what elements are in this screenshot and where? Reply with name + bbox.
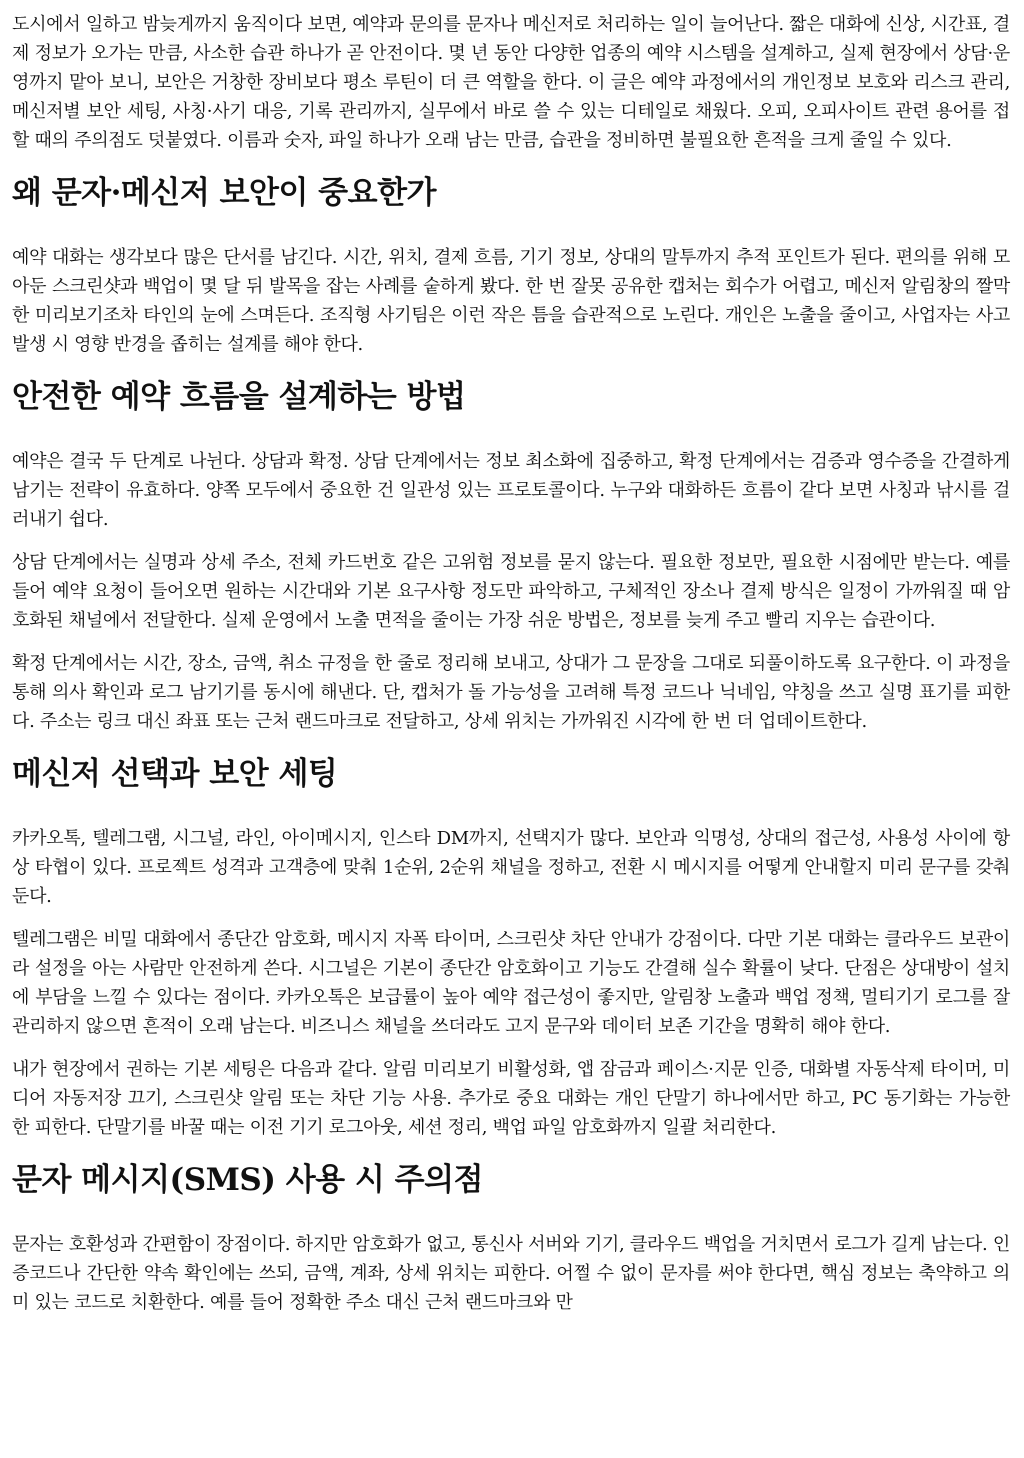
body-paragraph: 카카오톡, 텔레그램, 시그널, 라인, 아이메시지, 인스타 DM까지, 선택지가 많다. 보안과 익명성, 상대의 접근성, 사용성 사이에 항상 타협이 있다. 프로젝트 성격과 고객층에 맞춰 1순위, 2순위 채널을 정하고, 전환 시 메시지를 어떻게 안내할지 미리 문구를 갖춰 둔다. [12,828,1010,907]
body-paragraph: 내가 현장에서 권하는 기본 세팅은 다음과 같다. 알림 미리보기 비활성화, 앱 잠금과 페이스·지문 인증, 대화별 자동삭제 타이머, 미디어 자동저장 끄기, 스크린샷 알림 또는 차단 기능 사용. 추가로 중요 대화는 개인 단말기 하나에서만 하고, PC 동기화는 가능한 한 피한다. 단말기를 바꿀 때는 이전 기기 로그아웃, 세션 정리, 백업 파일 암호화까지 일괄 처리한다. [12,1059,1010,1138]
body-paragraph: 확정 단계에서는 시간, 장소, 금액, 취소 규정을 한 줄로 정리해 보내고, 상대가 그 문장을 그대로 되풀이하도록 요구한다. 이 과정을 통해 의사 확인과 로그 남기기를 동시에 해낸다. 단, 캡처가 돌 가능성을 고려해 특정 코드나 닉네임, 약칭을 쓰고 실명 표기를 피한다. 주소는 링크 대신 좌표 또는 근처 랜드마크로 전달하고, 상세 위치는 가까워진 시각에 한 번 더 업데이트한다. [12,653,1010,732]
body-paragraph: 텔레그램은 비밀 대화에서 종단간 암호화, 메시지 자폭 타이머, 스크린샷 차단 안내가 강점이다. 다만 기본 대화는 클라우드 보관이라 설정을 아는 사람만 안전하게 쓴다. 시그널은 기본이 종단간 암호화이고 기능도 간결해 실수 확률이 낮다. 단점은 상대방이 설치에 부담을 느낄 수 있다는 점이다. 카카오톡은 보급률이 높아 예약 접근성이 좋지만, 알림창 노출과 백업 정책, 멀티기기 로그를 잘 관리하지 않으면 흔적이 오래 남는다. 비즈니스 채널을 쓰더라도 고지 문구와 데이터 보존 기간을 명확히 해야 한다. [12,929,1010,1037]
body-paragraph: 예약은 결국 두 단계로 나뉜다. 상담과 확정. 상담 단계에서는 정보 최소화에 집중하고, 확정 단계에서는 검증과 영수증을 간결하게 남기는 전략이 유효하다. 양쪽 모두에서 중요한 건 일관성 있는 프로토콜이다. 누구와 대화하든 흐름이 같다 보면 사칭과 낚시를 걸러내기 쉽다. [12,451,1010,530]
section-messenger-settings [12,754,1010,1142]
section-why-security [12,173,1010,359]
section-heading: 메신저 선택과 보안 세팅 [12,756,338,792]
section-heading: 안전한 예약 흐름을 설계하는 방법 [12,379,466,415]
section-heading: 왜 문자·메신저 보안이 중요한가 [12,175,436,211]
body-paragraph: 문자는 호환성과 간편함이 장점이다. 하지만 암호화가 없고, 통신사 서버와 기기, 클라우드 백업을 거치면서 로그가 길게 남는다. 인증코드나 간단한 약속 확인에는 쓰되, 금액, 계좌, 상세 위치는 피한다. 어쩔 수 없이 문자를 써야 한다면, 핵심 정보는 축약하고 의미 있는 코드로 치환한다. 예를 들어 정확한 주소 대신 근처 랜드마크와 만 [12,1234,1010,1313]
section-heading: 문자 메시지(SMS) 사용 시 주의점 [12,1162,483,1198]
section-safe-booking-flow [12,377,1010,736]
intro-paragraph: 도시에서 일하고 밤늦게까지 움직이다 보면, 예약과 문의를 문자나 메신저로 처리하는 일이 늘어난다. 짧은 대화에 신상, 시간표, 결제 정보가 오가는 만큼, 사소한 습관 하나가 곧 안전이다. 몇 년 동안 다양한 업종의 예약 시스템을 설계하고, 실제 현장에서 상담·운영까지 맡아 보니, 보안은 거창한 장비보다 평소 루틴이 더 큰 역할을 한다. 이 글은 예약 과정에서의 개인정보 보호와 리스크 관리, 메신저별 보안 세팅, 사칭·사기 대응, 기록 관리까지, 실무에서 바로 쓸 수 있는 디테일로 채웠다. 오피, 오피사이트 관련 용어를 접할 때의 주의점도 덧붙였다. 이름과 숫자, 파일 하나가 오래 남는 만큼, 습관을 정비하면 불필요한 흔적을 크게 줄일 수 있다. [12,14,1010,151]
body-paragraph: 예약 대화는 생각보다 많은 단서를 남긴다. 시간, 위치, 결제 흐름, 기기 정보, 상대의 말투까지 추적 포인트가 된다. 편의를 위해 모아둔 스크린샷과 백업이 몇 달 뒤 발목을 잡는 사례를 숱하게 봤다. 한 번 잘못 공유한 캡처는 회수가 어렵고, 메신저 알림창의 짤막한 미리보기조차 타인의 눈에 스며든다. 조직형 사기팀은 이런 작은 틈을 습관적으로 노린다. 개인은 노출을 줄이고, 사업자는 사고 발생 시 영향 반경을 좁히는 설계를 해야 한다. [12,247,1010,355]
body-paragraph: 상담 단계에서는 실명과 상세 주소, 전체 카드번호 같은 고위험 정보를 묻지 않는다. 필요한 정보만, 필요한 시점에만 받는다. 예를 들어 예약 요청이 들어오면 원하는 시간대와 기본 요구사항 정도만 파악하고, 구체적인 장소나 결제 방식은 일정이 가까워질 때 암호화된 채널에서 전달한다. 실제 운영에서 노출 면적을 줄이는 가장 쉬운 방법은, 정보를 늦게 주고 빨리 지우는 습관이다. [12,552,1010,631]
section-sms-caution [12,1160,1010,1317]
article [0,10,1024,1317]
